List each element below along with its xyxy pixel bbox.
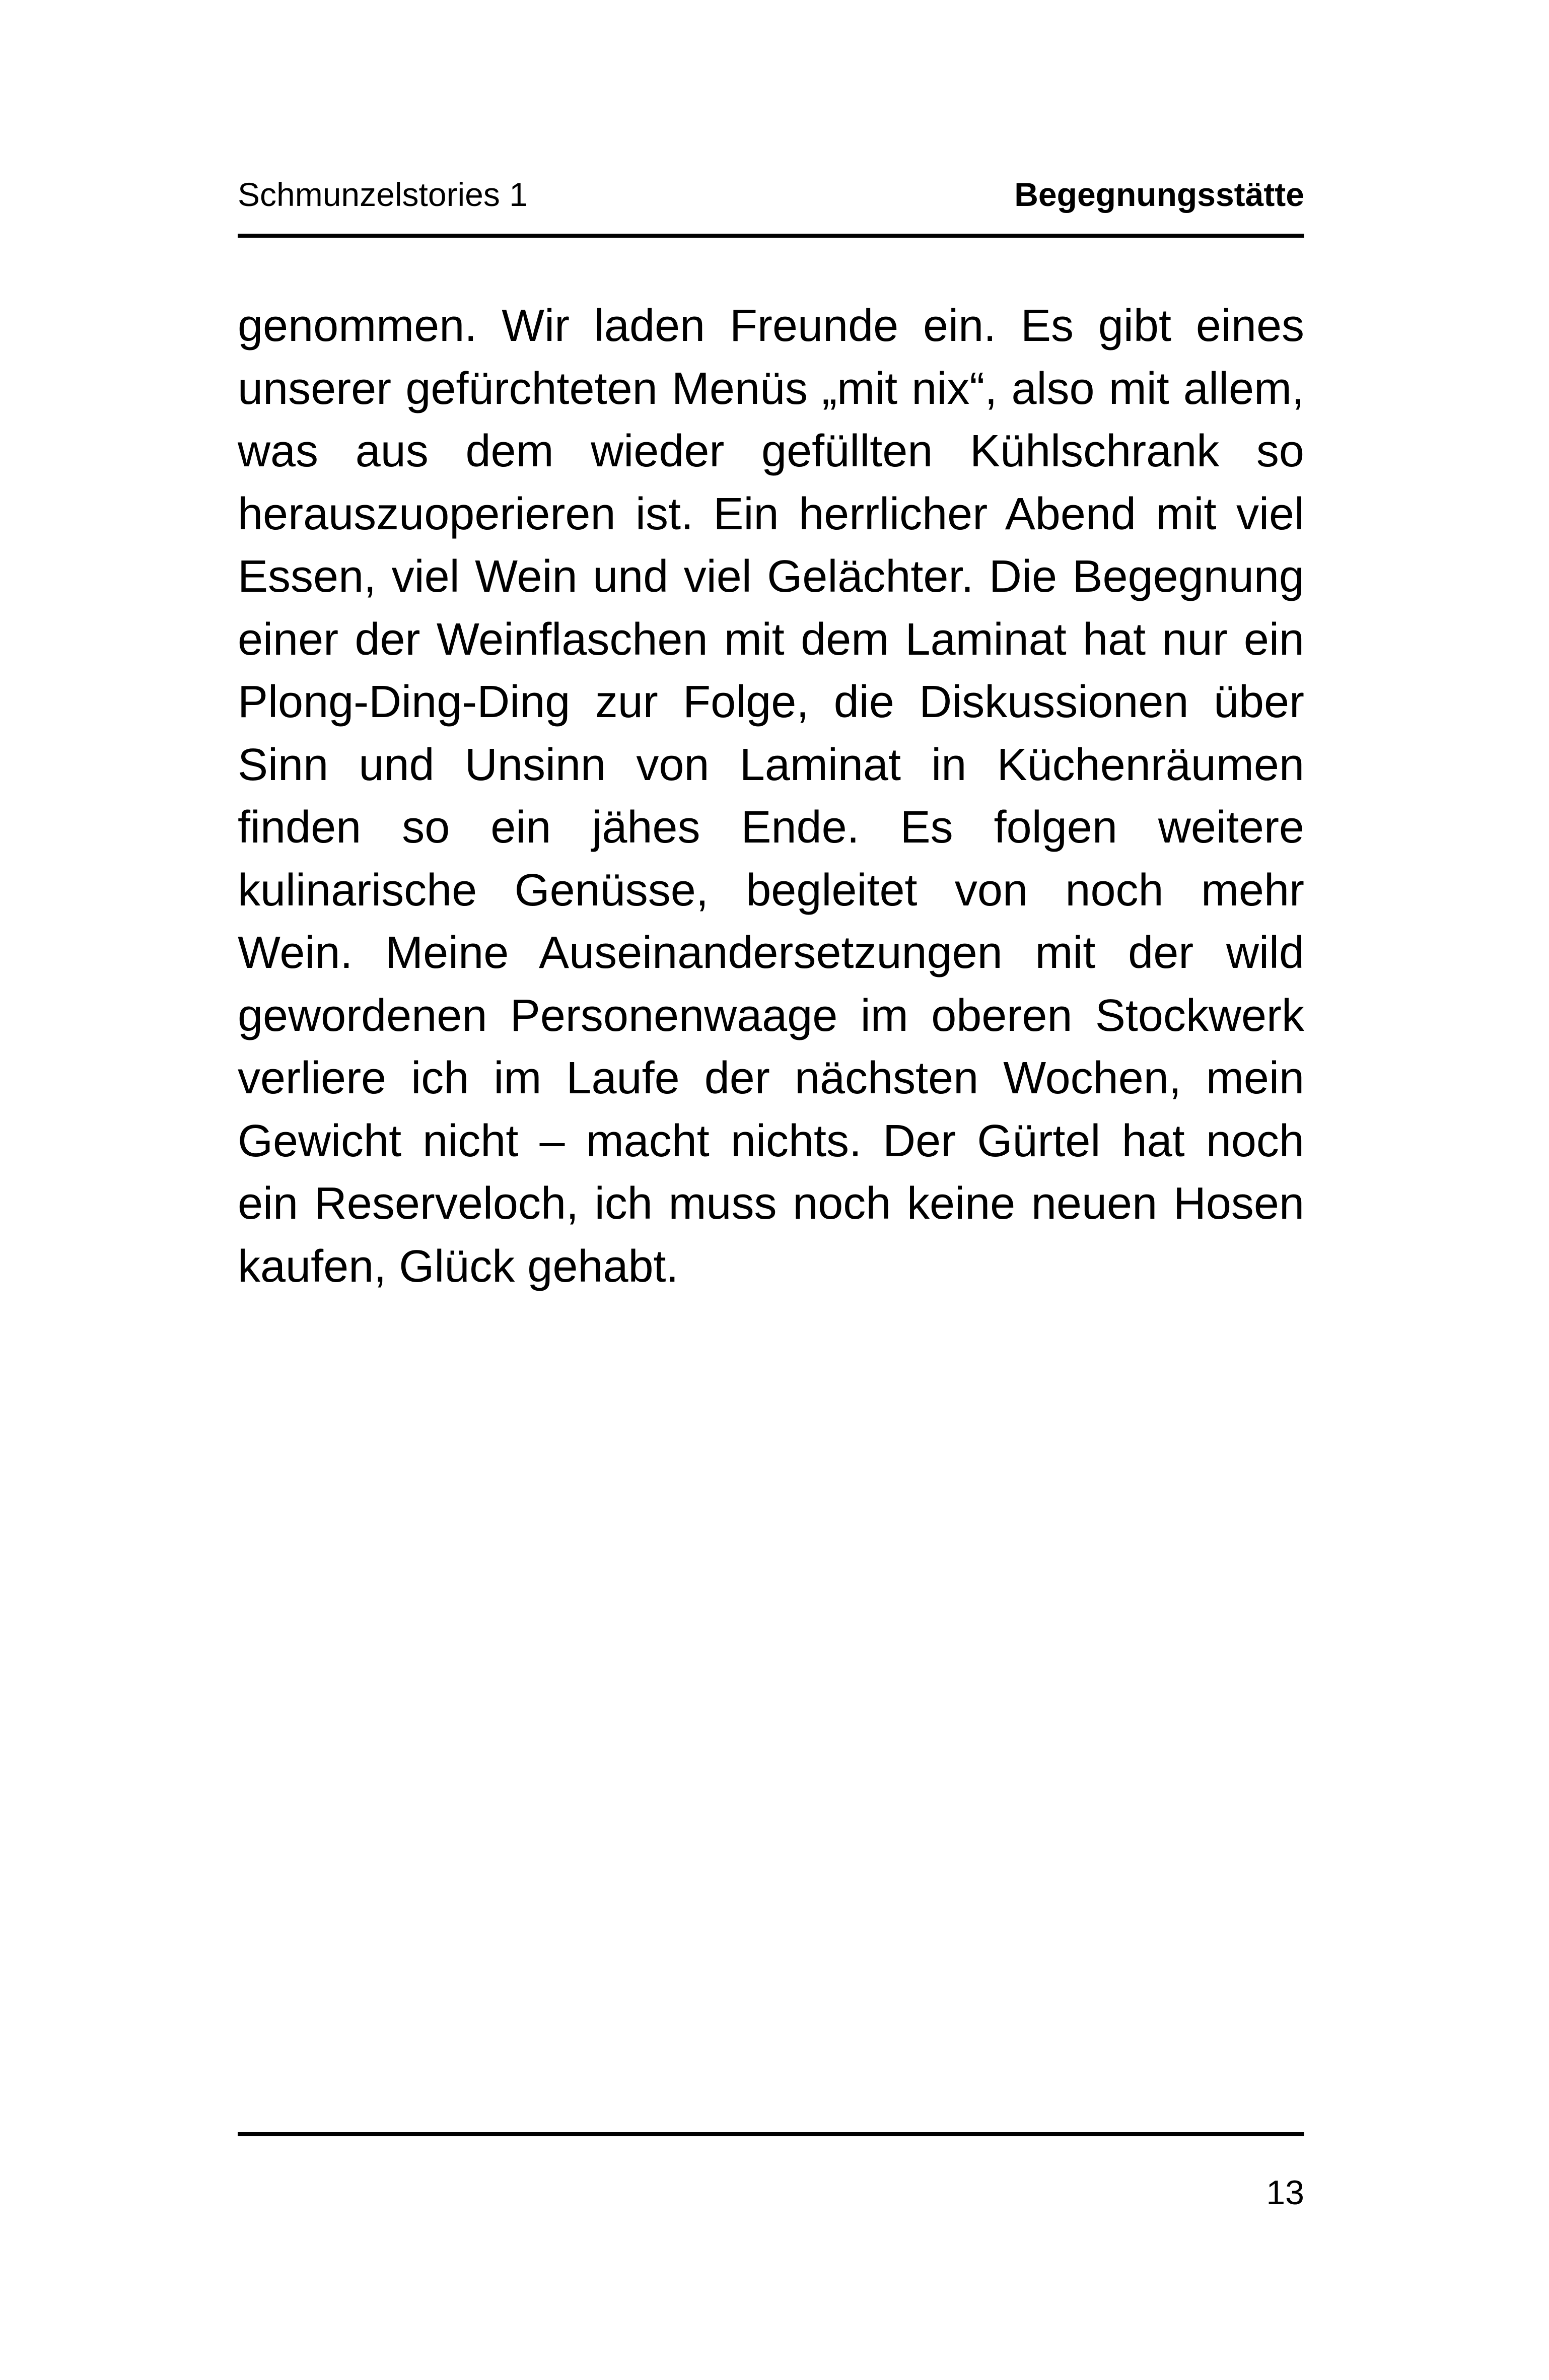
footer-divider (238, 2132, 1304, 2136)
chapter-title: Begegnungsstätte (1014, 176, 1304, 213)
page-header (238, 176, 1304, 213)
book-title: Schmunzelstories 1 (238, 176, 528, 213)
header-divider (238, 234, 1304, 238)
body-paragraph: genommen. Wir laden Freunde ein. Es gibt eines unserer gefürchteten Menüs „mit nix“, also mit allem, was aus dem wieder gefüllten Kühlschrank so herauszuoperieren ist. Ein herrlicher Abend mit viel Essen, viel Wein und viel Gelächter. Die Begegnung einer der Weinflaschen mit dem Laminat hat nur ein Plong-Ding-Ding zur Folge, die Diskussionen über Sinn und Unsinn von Laminat in Küchenräumen finden so ein jähes Ende. Es folgen weitere kulinarische Genüsse, begleitet von noch mehr Wein. Meine Auseinandersetzungen mit der wild gewordenen Personenwaage im oberen Stockwerk verliere ich im Laufe der nächsten Wochen, mein Gewicht nicht – macht nichts. Der Gürtel hat noch ein Reserveloch, ich muss noch keine neuen Hosen kaufen, Glück gehabt. (238, 301, 1304, 1292)
page-number: 13 (1266, 2174, 1304, 2212)
